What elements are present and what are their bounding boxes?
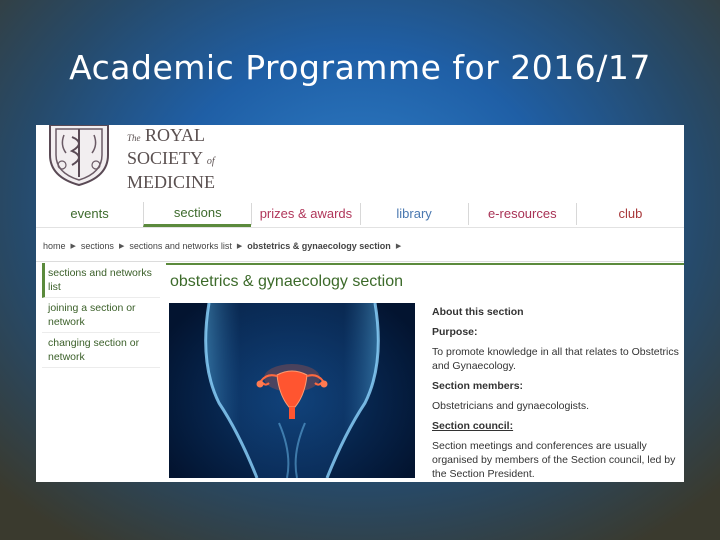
sidebar-item-joining[interactable]: joining a section or network — [42, 298, 160, 333]
nav-events[interactable]: events — [70, 206, 109, 221]
breadcrumb-arrow-icon: ▶ — [395, 243, 402, 250]
breadcrumb — [43, 241, 401, 251]
breadcrumb-arrow-icon: ▶ — [236, 243, 243, 250]
breadcrumb-current[interactable]: obstetrics & gynaecology section — [247, 241, 391, 251]
nav-sections[interactable]: sections — [143, 202, 251, 227]
breadcrumb-sections-list[interactable]: sections and networks list — [129, 241, 232, 251]
council-label[interactable]: Section council: — [432, 420, 514, 432]
breadcrumb-home[interactable]: home — [43, 241, 66, 251]
sidebar — [42, 263, 160, 368]
logo-line1: ROYAL — [145, 125, 206, 145]
section-info — [432, 305, 680, 482]
nav-library[interactable]: library — [360, 203, 468, 225]
breadcrumb-arrow-icon: ▶ — [118, 243, 125, 250]
members-text: Obstetricians and gynaecologists. — [432, 400, 590, 412]
logo-line2: SOCIETY — [127, 148, 203, 168]
purpose-label: Purpose: — [432, 326, 478, 338]
nav-prizes-awards[interactable]: prizes & awards — [251, 203, 359, 225]
breadcrumb-sections[interactable]: sections — [80, 241, 114, 251]
logo-of: of — [206, 156, 215, 167]
breadcrumb-divider — [36, 261, 684, 262]
rsm-crest-icon — [42, 125, 116, 187]
logo-line3: MEDICINE — [127, 172, 215, 192]
nav-club[interactable]: club — [576, 203, 684, 225]
logo-the: The — [127, 133, 141, 143]
nav-e-resources[interactable]: e-resources — [468, 203, 576, 225]
about-heading: About this section — [432, 306, 524, 318]
website-screenshot — [36, 125, 684, 482]
sidebar-item-sections-list[interactable]: sections and networks list — [42, 263, 160, 298]
slide-title: Academic Programme for 2016/17 — [69, 48, 651, 87]
sidebar-item-changing[interactable]: changing section or network — [42, 333, 160, 368]
rsm-logo-text[interactable] — [127, 125, 215, 192]
council-text: Section meetings and conferences are usually organised by members of the Section council, led by the Section President. — [432, 440, 676, 480]
page-title: obstetrics & gynaecology section — [170, 273, 404, 290]
main-nav — [36, 201, 684, 228]
breadcrumb-arrow-icon: ▶ — [70, 243, 76, 250]
uterus-anatomy-icon — [169, 303, 415, 478]
content-divider — [166, 263, 684, 265]
members-label: Section members: — [432, 380, 524, 392]
uterus-anatomy-image — [169, 303, 415, 478]
purpose-text: To promote knowledge in all that relates to Obstetrics and Gynaecology. — [432, 346, 679, 372]
